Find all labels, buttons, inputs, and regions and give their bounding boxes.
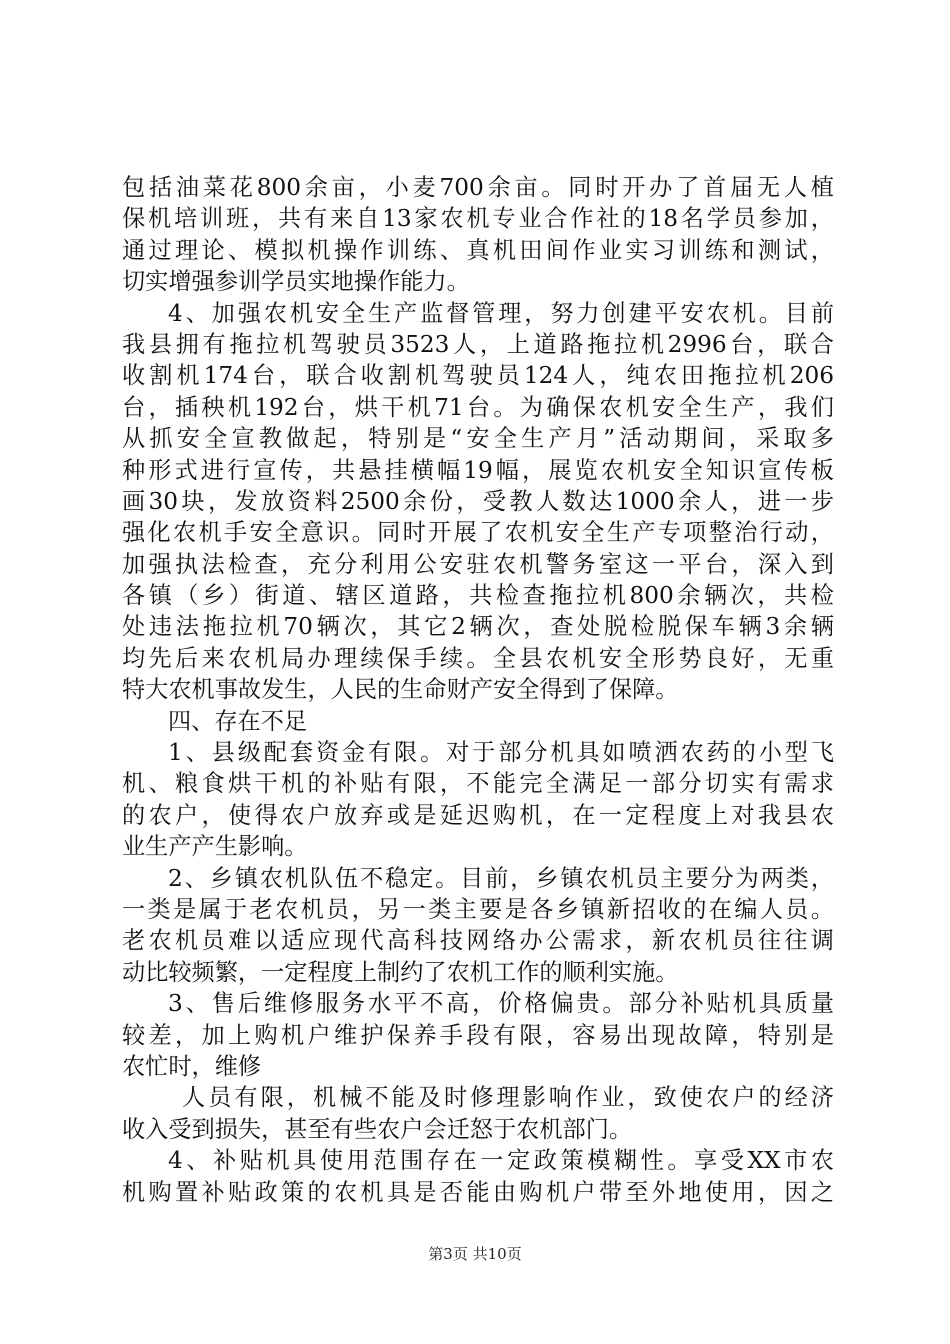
- text-line: 业生产产生影响。: [122, 833, 308, 861]
- text-line: 切实增强参训学员实地操作能力。: [122, 268, 470, 296]
- text-line: 台，插秧机192台，烘干机71台。为确保农机安全生产，我们: [122, 393, 834, 421]
- paragraph-safety: [122, 298, 834, 706]
- text-line: 3、售后维修服务水平不高，价格偏贵。部分补贴机具质量: [168, 990, 834, 1018]
- heading-text: 四、存在不足: [168, 707, 308, 735]
- paragraph-training: [122, 172, 834, 298]
- text-line: 的农户，使得农户放弃或是延迟购机，在一定程度上对我县农: [122, 801, 834, 829]
- text-line: 机购置补贴政策的农机具是否能由购机户带至外地使用，因之: [122, 1178, 834, 1206]
- text-line: 包括油菜花800余亩，小麦700余亩。同时开办了首届无人植: [122, 174, 834, 201]
- text-line: 从抓安全宣教做起，特别是“安全生产月”活动期间，采取多: [122, 425, 834, 453]
- paragraph-repair: [122, 988, 834, 1082]
- text-line: 4、加强农机安全生产监督管理，努力创建平安农机。目前: [168, 299, 834, 327]
- text-line: 均先后来农机局办理续保手续。全县农机安全形势良好，无重: [122, 644, 834, 672]
- text-line: 一类是属于老农机员，另一类主要是各乡镇新招收的在编人员。: [122, 895, 834, 923]
- text-line: 收割机174台，联合收割机驾驶员124人，纯农田拖拉机206: [122, 362, 834, 390]
- text-line: 加强执法检查，充分利用公安驻农机警务室这一平台，深入到: [122, 550, 834, 578]
- text-line: 特大农机事故发生，人民的生命财产安全得到了保障。: [122, 676, 679, 704]
- text-line: 4、补贴机具使用范围存在一定政策模糊性。享受XX市农: [168, 1147, 834, 1175]
- document-body: [122, 172, 834, 1208]
- paragraph-repair-continued: [122, 1082, 834, 1145]
- paragraph-staff: [122, 863, 834, 989]
- page-number: 第3页 共10页: [428, 1245, 522, 1263]
- text-line: 2、乡镇农机队伍不稳定。目前，乡镇农机员主要分为两类，: [168, 864, 834, 892]
- text-line: 较差，加上购机户维护保养手段有限，容易出现故障，特别是: [122, 1021, 834, 1049]
- text-line: 老农机员难以适应现代高科技网络办公需求，新农机员往往调: [122, 927, 834, 955]
- text-line: 处违法拖拉机70辆次，其它2辆次，查处脱检脱保车辆3余辆: [122, 613, 834, 641]
- section-heading: [122, 706, 834, 737]
- text-line: 人员有限，机械不能及时修理影响作业，致使农户的经济: [182, 1084, 834, 1112]
- text-line: 画30块，发放资料2500余份，受教人数达1000余人，进一步: [122, 487, 834, 515]
- text-line: 1、县级配套资金有限。对于部分机具如喷洒农药的小型飞: [168, 739, 834, 767]
- text-line: 动比较频繁，一定程度上制约了农机工作的顺利实施。: [122, 958, 679, 986]
- text-line: 保机培训班，共有来自13家农机专业合作社的18名学员参加，: [122, 205, 834, 233]
- text-line: 收入受到损失，甚至有些农户会迁怒于农机部门。: [122, 1115, 633, 1143]
- text-line: 种形式进行宣传，共悬挂横幅19幅，展览农机安全知识宣传板: [122, 456, 834, 484]
- text-line: 各镇（乡）街道、辖区道路，共检查拖拉机800余辆次，共检: [122, 582, 834, 610]
- text-line: 通过理论、模拟机操作训练、真机田间作业实习训练和测试，: [122, 236, 834, 264]
- text-line: 强化农机手安全意识。同时开展了农机安全生产专项整治行动，: [122, 519, 834, 547]
- paragraph-funding: [122, 737, 834, 863]
- text-line: 机、粮食烘干机的补贴有限，不能完全满足一部分切实有需求: [122, 770, 834, 798]
- paragraph-policy: [122, 1145, 834, 1208]
- text-line: 我县拥有拖拉机驾驶员3523人，上道路拖拉机2996台，联合: [122, 330, 834, 358]
- text-line: 农忙时，维修: [122, 1052, 262, 1080]
